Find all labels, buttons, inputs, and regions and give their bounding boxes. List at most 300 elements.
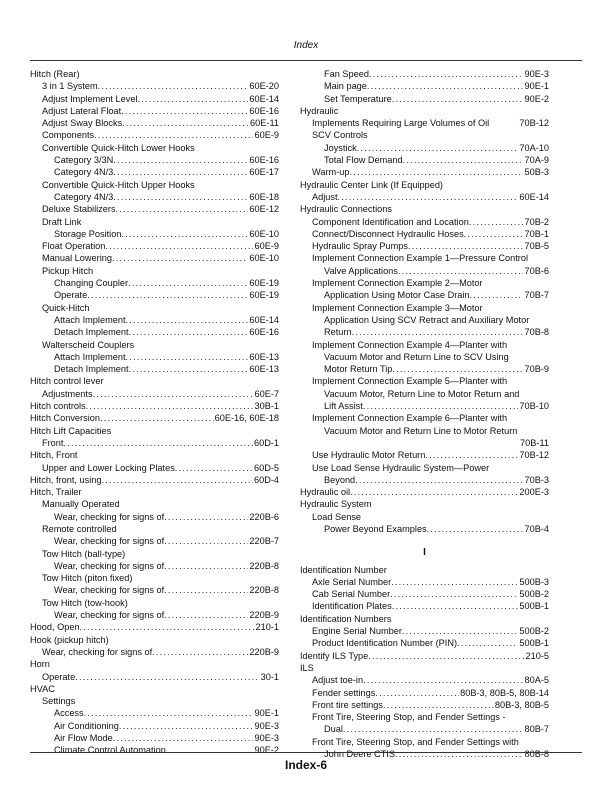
index-subentry [300,388,549,400]
page-reference: 60D-4 [253,474,279,485]
entry-text: Cab Serial Number [312,589,391,600]
page-reference: 60E-10 [249,228,279,239]
index-subentry [300,228,549,240]
entry-text: Warm-up [312,167,350,178]
entry-text: Wear, checking for signs of [54,610,165,621]
dot-leader [113,154,248,166]
dot-leader [122,117,249,129]
index-entry [30,621,279,633]
dot-leader [164,560,248,572]
dot-leader [391,576,518,588]
dot-leader [166,744,254,756]
dot-leader [100,412,214,424]
entry-text: SCV Controls [312,130,368,141]
dot-leader [129,326,249,338]
entry-text: Front [42,437,64,448]
dot-leader [105,240,253,252]
entry-text: Adjust Sway Blocks [42,118,123,129]
dot-leader [357,142,519,154]
dot-leader [116,203,249,215]
index-subentry [30,523,279,535]
page-reference: 220B-8 [249,560,279,571]
dot-leader [408,240,523,252]
index-subentry [30,511,279,523]
page-reference: 90E-3 [254,720,279,731]
index-entry [30,486,279,498]
index-subentry [300,252,549,264]
entry-text: Convertible Quick-Hitch Lower Hooks [42,142,195,153]
index-subentry [30,93,279,105]
dot-leader [98,80,249,92]
dot-leader [349,166,523,178]
entry-text: Implement Connection Example 4—Planter with [312,339,508,350]
page-reference: 210-5 [525,650,549,661]
page-reference: 500B-2 [519,626,549,637]
index-subentry [30,363,279,375]
index-entry [30,375,279,387]
dot-leader [338,191,519,203]
index-entry [300,613,549,625]
dot-leader [164,535,248,547]
entry-text: Settings [42,696,76,707]
index-subentry [30,584,279,596]
dot-leader [152,646,248,658]
entry-text: Draft Link [42,216,82,227]
entry-text: Hydraulic Spray Pumps [312,241,408,252]
page-reference: 70B-12 [519,450,549,461]
entry-text: Storage Position [54,228,122,239]
entry-text: Hydraulic oil [300,487,351,498]
page-reference: 70B-3 [524,474,549,485]
dot-leader [403,154,524,166]
page-reference: 220B-8 [249,585,279,596]
index-subentry [300,363,549,375]
entry-text: Components [42,130,95,141]
entry-text: Adjust Implement Level [42,93,138,104]
dot-leader [470,289,524,301]
dot-leader [113,732,254,744]
footer-rule [30,752,582,753]
entry-text: Vacuum Motor, Return Line to Motor Return and [324,388,520,399]
dot-leader [86,400,254,412]
index-subentry [300,462,549,474]
index-subentry [30,265,279,277]
index-subentry [30,351,279,363]
page-reference: 50B-3 [524,167,549,178]
entry-text: 3 in 1 System [42,81,98,92]
entry-text: Implement Connection Example 1—Pressure Control [312,253,529,264]
page-reference: 60E-10 [249,253,279,264]
index-subentry [300,265,549,277]
index-subentry [300,375,549,387]
entry-text: Climate Control Automation [54,745,166,756]
index-entry [300,179,549,191]
entry-text: Hitch Lift Capacities [30,425,112,436]
index-entry [300,498,549,510]
dot-leader [126,314,249,326]
dot-leader [343,723,524,735]
entry-text: Front Tire, Steering Stop, and Fender Settings - [312,712,506,723]
page-reference: 70B-5 [524,241,549,252]
entry-text: Quick-Hitch [42,302,90,313]
entry-text: Implements Requiring Large Volumes of Oil [312,118,490,129]
dot-leader [129,363,249,375]
entry-text: Hitch, front, using [30,474,102,485]
index-subentry [300,523,549,535]
dot-leader [84,707,254,719]
index-subentry [300,474,549,486]
entry-text: Wear, checking for signs of [54,511,165,522]
entry-text: Hydraulic [300,105,339,116]
dot-leader [93,388,254,400]
page-reference: 60E-16 [249,105,279,116]
dot-leader [425,449,518,461]
dot-leader [355,474,523,486]
entry-text: Manual Lowering [42,253,112,264]
entry-text: Hood, Open [30,622,80,633]
dot-leader [402,625,518,637]
index-subentry [30,609,279,621]
entry-text: Return [324,327,352,338]
entry-text: Identification Plates [312,601,392,612]
page-reference: 220B-9 [249,610,279,621]
entry-text: Product Identification Number (PIN) [312,638,458,649]
dot-leader [138,93,249,105]
index-subentry [300,216,549,228]
page-reference: 70B-8 [524,327,549,338]
index-subentry [300,637,549,649]
entry-text: Implement Connection Example 6—Planter with [312,413,508,424]
index-subentry [30,560,279,572]
entry-text: Wear, checking for signs of [54,536,165,547]
index-subentry [300,736,549,748]
entry-text: Identify ILS Type [300,650,369,661]
page-reference: 60E-13 [249,364,279,375]
dot-leader [469,216,524,228]
entry-text: Hydraulic Connections [300,204,392,215]
dot-leader [369,68,524,80]
index-subentry [30,166,279,178]
entry-text: Vacuum Motor and Return Line to Motor Return [324,425,518,436]
entry-text: Walterscheid Couplers [42,339,135,350]
entry-text: Identification Numbers [300,613,392,624]
index-subentry [300,154,549,166]
page-reference: 80B-3, 80B-5, 80B-14 [460,687,549,698]
index-subentry [30,302,279,314]
dot-leader [398,265,524,277]
entry-text: Application Using Motor Case Drain [324,290,470,301]
entry-text: Beyond [324,474,356,485]
dot-leader [368,650,524,662]
index-subentry [30,720,279,732]
page-reference: 200E-3 [519,487,549,498]
entry-text: Total Flow Demand [324,155,403,166]
page-reference: 60E-18 [249,191,279,202]
dot-leader [427,523,524,535]
page-reference: 90E-1 [254,708,279,719]
entry-text: Fender settings [312,687,376,698]
index-entry [300,662,549,674]
entry-text: Motor Return Tip [324,364,393,375]
page-reference: 90E-2 [524,93,549,104]
index-subentry [30,142,279,154]
index-subentry [300,449,549,461]
dot-leader [383,699,494,711]
page-reference: 70B-6 [524,265,549,276]
index-subentry [300,326,549,338]
dot-leader [121,228,248,240]
index-subentry [30,437,279,449]
entry-text: Main page [324,81,367,92]
page-reference: 70B-9 [524,364,549,375]
page-reference: 70B-1 [524,228,549,239]
page-reference: 60D-1 [253,437,279,448]
entry-text: Set Temperature [324,93,392,104]
page-reference: 80B-3, 80B-5 [494,699,549,710]
entry-text: Convertible Quick-Hitch Upper Hooks [42,179,195,190]
entry-text: Valve Applications [324,265,398,276]
page-reference: 220B-7 [249,536,279,547]
index-entry [300,203,549,215]
index-subentry [300,277,549,289]
entry-text: Implement Connection Example 5—Planter with [312,376,508,387]
index-entry [30,634,279,646]
index-subentry [30,191,279,203]
page-reference: 70B-2 [524,216,549,227]
entry-text: Axle Serial Number [312,576,392,587]
entry-text: Use Hydraulic Motor Return [312,450,426,461]
index-subentry [30,671,279,683]
dot-leader [363,400,519,412]
index-subentry [300,289,549,301]
index-subentry [300,314,549,326]
page-reference: 60E-14 [249,314,279,325]
entry-text: Joystick [324,142,357,153]
entry-text: Category 4N/3 [54,191,114,202]
index-subentry [300,511,549,523]
page-reference: 70B-4 [524,523,549,534]
entry-text: Category 3/3N [54,155,114,166]
index-subentry [30,289,279,301]
entry-text: Detach Implement [54,364,129,375]
dot-leader [350,486,518,498]
index-entry [30,425,279,437]
entry-text: Upper and Lower Locking Plates [42,462,175,473]
index-subentry [300,302,549,314]
index-subentry [30,732,279,744]
entry-text: Adjust [312,191,338,202]
page-reference: 60E-20 [249,81,279,92]
entry-text: Deluxe Stabilizers [42,204,116,215]
page-reference: 70A-10 [519,142,549,153]
entry-text: Hitch, Trailer [30,487,82,498]
index-entry [300,650,549,662]
index-subentry [30,695,279,707]
dot-leader [175,462,253,474]
page-reference: 70B-12 [519,118,549,129]
index-subentry [30,498,279,510]
index-entry [30,412,279,424]
index-subentry [300,129,549,141]
dot-leader [392,600,519,612]
index-entry [30,474,279,486]
dot-leader [164,609,248,621]
index-subentry [30,105,279,117]
dot-leader [352,326,524,338]
entry-text: Load Sense [312,511,362,522]
index-subentry [300,351,549,363]
dot-leader [87,289,248,301]
page-reference: 80B-8 [524,749,549,760]
index-subentry [300,166,549,178]
index-subentry [300,240,549,252]
page-reference: 60E-17 [249,167,279,178]
index-entry [30,683,279,695]
dot-leader [75,671,259,683]
index-subentry [300,412,549,424]
entry-text: Lift Assist [324,401,363,412]
entry-text: Hook (pickup hitch) [30,634,109,645]
index-subentry [30,326,279,338]
index-subentry [300,339,549,351]
index-subentry [30,203,279,215]
page-reference: 70B-11 [520,437,549,448]
index-subentry [30,388,279,400]
entry-text: Operate [54,290,88,301]
entry-text: Hitch controls [30,401,86,412]
entry-text: Hitch Conversion [30,413,100,424]
dot-leader [375,687,459,699]
index-subentry [300,437,549,449]
index-column-left [30,68,279,757]
index-subentry [300,711,549,723]
page-reference: 60E-16 [249,327,279,338]
index-column-right [300,68,549,760]
entry-text: Attach Implement [54,314,126,325]
entry-text: HVAC [30,683,55,694]
index-subentry [300,400,549,412]
page-reference: 90E-3 [254,733,279,744]
index-subentry [300,687,549,699]
index-entry [300,486,549,498]
page-reference: 80B-7 [524,724,549,735]
page-number: Index-6 [284,758,327,772]
page-reference: 500B-2 [519,589,549,600]
page-reference: 30B-1 [254,401,279,412]
index-subentry [300,588,549,600]
page-reference: 210-1 [255,622,279,633]
dot-leader [121,105,248,117]
dot-leader [126,351,249,363]
entry-text: Operate [42,671,76,682]
page-reference: 60E-7 [254,388,279,399]
entry-text: Manually Operated [42,499,120,510]
page-reference: 60E-9 [254,241,279,252]
entry-text: Fan Speed [324,69,369,79]
index-subentry [300,674,549,686]
page-reference: 70B-7 [524,290,549,301]
index-subentry [30,548,279,560]
entry-text: Tow Hitch (ball-type) [42,548,126,559]
page-reference: 60E-11 [250,118,279,129]
entry-text: Category 4N/3 [54,167,114,178]
entry-text: Use Load Sense Hydraulic System—Power [312,462,490,473]
page-reference: 80A-5 [524,675,549,686]
section-letter: I [423,547,426,559]
dot-leader [367,80,524,92]
entry-text: Identification Number [300,564,387,575]
dot-leader [164,511,248,523]
entry-text: Implement Connection Example 3—Motor [312,302,483,313]
index-entry [30,449,279,461]
dot-leader [113,166,248,178]
entry-text: Adjust Lateral Float [42,105,122,116]
dot-leader [112,252,248,264]
page-reference: 500B-1 [519,601,549,612]
entry-text: Horn [30,659,50,670]
entry-text: Dual [324,724,343,735]
header-rule [30,60,582,61]
entry-text: Air Flow Mode [54,733,113,744]
entry-text: Pickup Hitch [42,265,94,276]
entry-text: Wear, checking for signs of [42,646,153,657]
page-reference: 60D-5 [253,462,279,473]
index-subentry [300,600,549,612]
index-entry [30,658,279,670]
index-subentry [30,129,279,141]
index-subentry [30,339,279,351]
dot-leader [94,129,253,141]
page-reference: 90E-3 [524,69,549,79]
dot-leader [119,720,254,732]
index-subentry [30,277,279,289]
index-subentry [300,625,549,637]
entry-text: Hitch, Front [30,450,78,461]
dot-leader [102,474,253,486]
dot-leader [392,93,524,105]
index-subentry [30,154,279,166]
index-subentry [300,117,549,129]
dot-leader [63,437,253,449]
entry-text: Engine Serial Number [312,626,402,637]
entry-text: Tow Hitch (tow-hook) [42,597,128,608]
dot-leader [113,191,248,203]
entry-text: Front Tire, Steering Stop, and Fender Settings with [312,736,519,747]
index-subentry [30,216,279,228]
index-subentry [30,462,279,474]
index-entry [300,564,549,576]
entry-text: Detach Implement [54,327,129,338]
index-subentry [300,93,549,105]
entry-text: Hydraulic System [300,499,372,510]
entry-text: Hitch control lever [30,376,104,387]
page-reference: 220B-9 [249,646,279,657]
entry-text: Float Operation [42,241,106,252]
dot-leader [164,584,248,596]
index-subentry [300,80,549,92]
entry-text: Wear, checking for signs of [54,560,165,571]
page-reference: 70A-9 [524,155,549,166]
page-reference: 30-1 [260,671,279,682]
page-reference: 220B-6 [249,511,279,522]
page-reference: 60E-19 [249,290,279,301]
entry-text: Application Using SCV Retract and Auxiliary Motor [324,314,530,325]
entry-text: Adjust toe-in [312,675,364,686]
page-reference: 90E-1 [524,81,549,92]
entry-text: Front tire settings [312,699,383,710]
dot-leader [390,588,518,600]
index-subentry [300,142,549,154]
